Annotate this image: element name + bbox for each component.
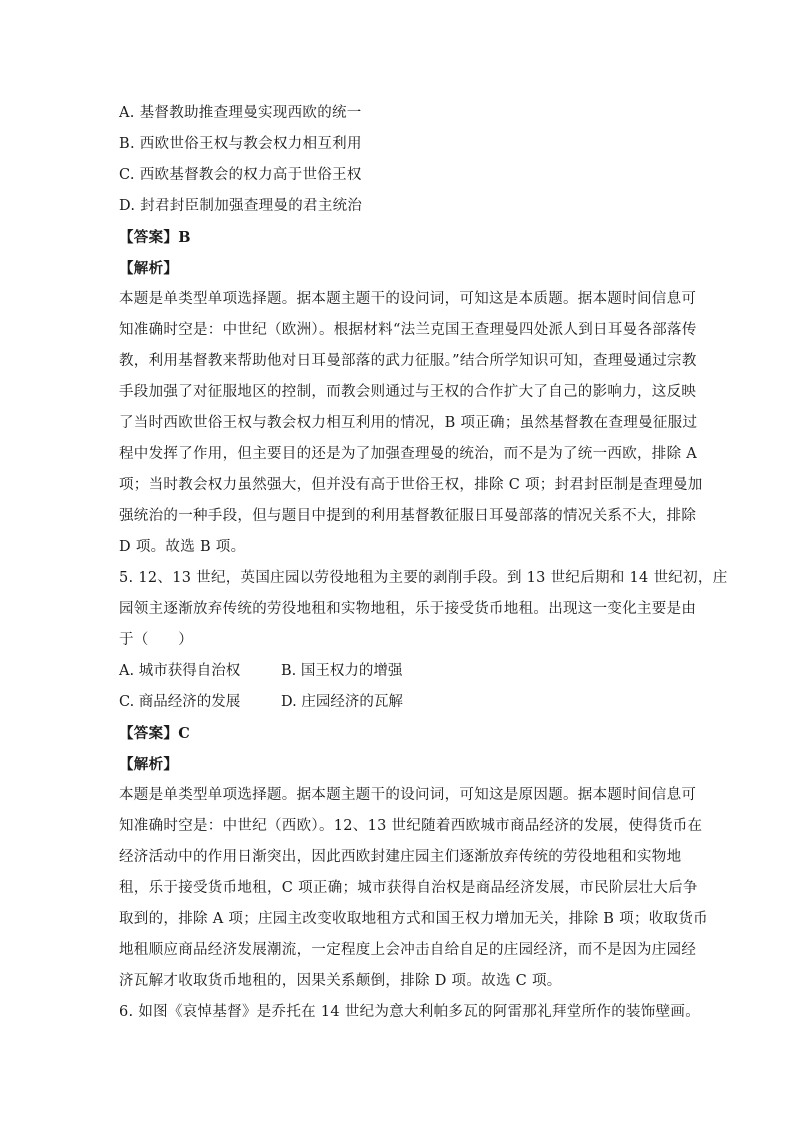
q5-analysis-line: 租，乐于接受货币地租，C 项正确；城市获得自治权是商品经济发展，市民阶层壮大后争 xyxy=(119,880,698,896)
q5-options xyxy=(119,656,679,718)
q4-analysis-line: 强统治的一种手段，但与题目中提到的利用基督教征服日耳曼部落的情况关系不大，排除 xyxy=(119,508,697,524)
q4-analysis-line: 项；当时教会权力虽然强大，但并没有高于世俗王权，排除 C 项；封君封臣制是查理曼加 xyxy=(119,477,703,493)
q5-stem-line: 5. 12、13 世纪，英国庄园以劳役地租为主要的剥削手段。到 13 世纪后期和 14 世纪初，庄 xyxy=(119,570,728,586)
q4-analysis-line: 了当时西欧世俗王权与教会权力相互利用的情况，B 项正确；虽然基督教在查理曼征服过 xyxy=(119,415,698,431)
q6-stem xyxy=(119,997,701,1028)
q4-option-d: D. 封君封臣制加强查理曼的君主统治 xyxy=(119,198,363,214)
q4-analysis-line: D 项。故选 B 项。 xyxy=(119,539,246,555)
q5-option-b: B. 国王权力的增强 xyxy=(281,663,403,679)
q4-analysis-line: 手段加强了对征服地区的控制，而教会则通过与王权的合作扩大了自己的影响力，这反映 xyxy=(119,384,697,400)
q4-option-b: B. 西欧世俗王权与教会权力相互利用 xyxy=(119,136,362,152)
q5-analysis-line: 经济活动中的作用日渐突出，因此西欧封建庄园主们逐渐放弃传统的劳役地租和实物地 xyxy=(119,849,682,865)
q5-analysis-line: 知准确时空是：中世纪（西欧）。12、13 世纪随着西欧城市商品经济的发展，使得货币在 xyxy=(119,818,703,834)
q4-analysis-label: 【解析】 xyxy=(119,260,179,277)
q5-option-c: C. 商品经济的发展 xyxy=(119,694,241,710)
q5-analysis-line: 济瓦解才收取货币地租的，因果关系颠倒，排除 D 项。故选 C 项。 xyxy=(119,973,562,989)
q5-stem-line: 于（ ） xyxy=(119,632,193,648)
q4-analysis xyxy=(119,284,703,563)
q4-analysis-line: 本题是单类型单项选择题。据本题主题干的设问词，可知这是本质题。据本题时间信息可 xyxy=(119,291,697,307)
q4-analysis-line: 教，利用基督教来帮助他对日耳曼部落的武力征服。”结合所学知识可知，查理曼通过宗教 xyxy=(119,353,697,369)
q5-analysis xyxy=(119,780,708,997)
q5-option-row xyxy=(119,656,679,687)
q4-options xyxy=(119,98,679,222)
q6-stem-line: 6. 如图《哀悼基督》是乔托在 14 世纪为意大利帕多瓦的阿雷那礼拜堂所作的装饰壁画。 xyxy=(119,1004,701,1020)
q5-option-row xyxy=(119,687,679,718)
document-page xyxy=(119,98,728,1028)
q4-analysis-line: 知准确时空是：中世纪（欧洲）。根据材料“法兰克国王查理曼四处派人到日耳曼各部落传 xyxy=(119,322,697,338)
q5-stem xyxy=(119,563,728,656)
q4-option-a: A. 基督教助推查理曼实现西欧的统一 xyxy=(119,105,362,121)
q5-stem-line: 园领主逐渐放弃传统的劳役地租和实物地租，乐于接受货币地租。出现这一变化主要是由 xyxy=(119,601,697,617)
q4-analysis-line: 程中发挥了作用，但主要目的还是为了加强查理曼的统治，而不是为了统一西欧，排除 A xyxy=(119,446,698,462)
q5-option-d: D. 庄园经济的瓦解 xyxy=(281,694,403,710)
q5-analysis-line: 本题是单类型单项选择题。据本题主题干的设问词，可知这是原因题。据本题时间信息可 xyxy=(119,787,697,803)
q5-option-a: A. 城市获得自治权 xyxy=(119,663,241,679)
q4-option-c: C. 西欧基督教会的权力高于世俗王权 xyxy=(119,167,362,183)
q5-analysis-line: 地租顺应商品经济发展潮流，一定程度上会冲击自给自足的庄园经济，而不是因为庄园经 xyxy=(119,942,697,958)
q5-answer: 【答案】C xyxy=(119,725,191,742)
q5-analysis-label: 【解析】 xyxy=(119,756,179,773)
q5-analysis-line: 取到的，排除 A 项；庄园主改变收取地租方式和国王权力增加无关，排除 B 项；收取货币 xyxy=(119,911,708,927)
q4-answer: 【答案】B xyxy=(119,229,191,246)
